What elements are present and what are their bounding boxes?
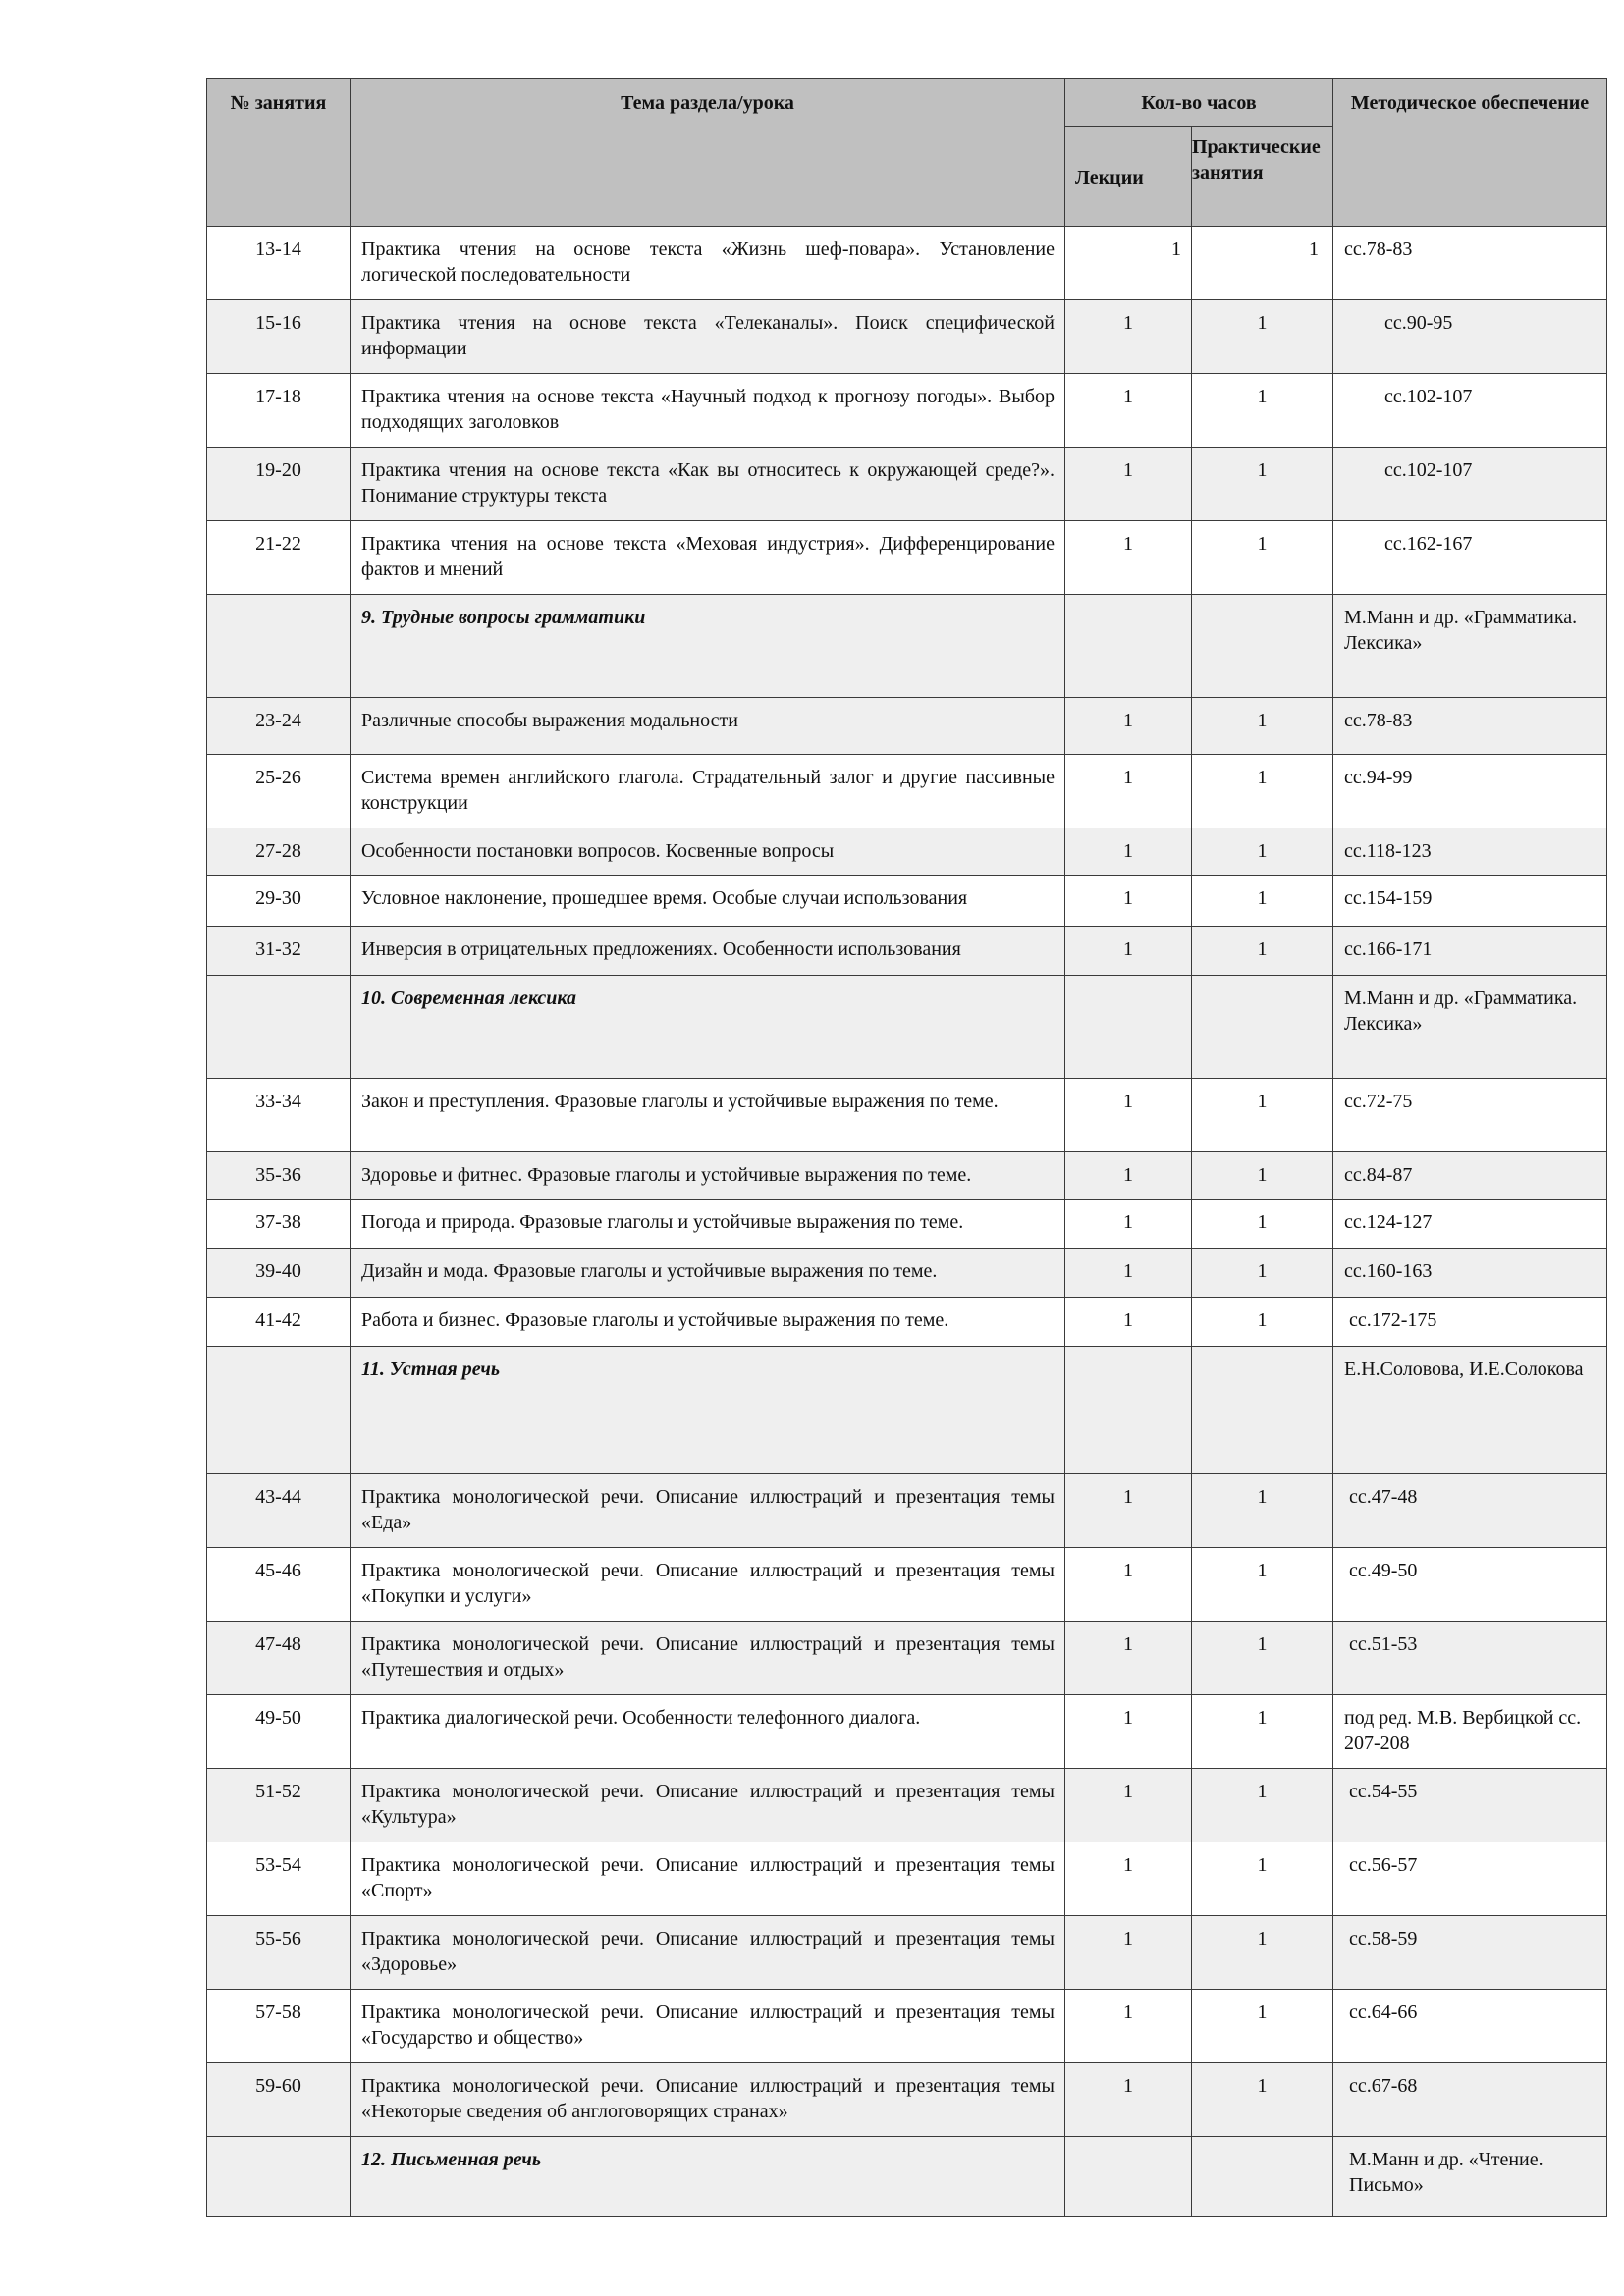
practice-hours-cell: 1 [1192,1916,1333,1990]
table-row [207,1474,1607,1548]
methods-reference-cell: сс.162-167 [1333,521,1607,595]
topic-cell: Практика монологической речи. Описание иллюстраций и презентация темы «Еда» [351,1474,1065,1548]
lesson-number-cell: 51-52 [207,1769,351,1842]
topic-cell: Практика монологической речи. Описание иллюстраций и презентация темы «Здоровье» [351,1916,1065,1990]
lesson-number-cell [207,976,351,1079]
table-row [207,1769,1607,1842]
lectures-hours-cell: 1 [1065,927,1192,976]
lesson-number-cell: 35-36 [207,1152,351,1200]
section-row [207,595,1607,698]
methods-reference-cell: сс.90-95 [1333,300,1607,374]
table-row [207,2063,1607,2137]
practice-hours-cell [1192,1347,1333,1474]
topic-cell: Работа и бизнес. Фразовые глаголы и устойчивые выражения по теме. [351,1298,1065,1347]
table-row [207,1200,1607,1249]
methods-reference-cell: сс.58-59 [1333,1916,1607,1990]
section-row [207,1347,1607,1474]
lectures-hours-cell: 1 [1065,1695,1192,1769]
table-row [207,1916,1607,1990]
practice-hours-cell: 1 [1192,1769,1333,1842]
practice-hours-cell: 1 [1192,1548,1333,1622]
practice-hours-cell: 1 [1192,300,1333,374]
lectures-hours-cell: 1 [1065,828,1192,876]
topic-cell: Дизайн и мода. Фразовые глаголы и устойчивые выражения по теме. [351,1249,1065,1298]
lesson-number-cell: 41-42 [207,1298,351,1347]
lectures-hours-cell: 1 [1065,876,1192,927]
methods-reference-cell: под ред. М.В. Вербицкой сс. 207-208 [1333,1695,1607,1769]
topic-cell: Практика монологической речи. Описание иллюстраций и презентация темы «Некоторые сведения об англоговорящих странах» [351,2063,1065,2137]
lesson-number-cell: 45-46 [207,1548,351,1622]
practice-hours-cell: 1 [1192,1622,1333,1695]
methods-reference-cell: сс.118-123 [1333,828,1607,876]
methods-reference-cell: сс.47-48 [1333,1474,1607,1548]
curriculum-table [206,78,1607,2217]
lectures-hours-cell: 1 [1065,1990,1192,2063]
topic-cell: 10. Современная лексика [351,976,1065,1079]
table-row [207,227,1607,300]
table-row [207,828,1607,876]
practice-hours-cell: 1 [1192,1249,1333,1298]
topic-cell: Особенности постановки вопросов. Косвенные вопросы [351,828,1065,876]
lectures-hours-cell: 1 [1065,1622,1192,1695]
header-lectures: Лекции [1065,127,1192,227]
table-row [207,755,1607,828]
topic-cell: 9. Трудные вопросы грамматики [351,595,1065,698]
topic-cell: Практика чтения на основе текста «Телеканалы». Поиск специфической информации [351,300,1065,374]
lesson-number-cell: 25-26 [207,755,351,828]
methods-reference-cell: сс.49-50 [1333,1548,1607,1622]
lectures-hours-cell: 1 [1065,1769,1192,1842]
table-row [207,876,1607,927]
table-row [207,1152,1607,1200]
lectures-hours-cell: 1 [1065,1079,1192,1152]
lectures-hours-cell: 1 [1065,1152,1192,1200]
topic-cell: Инверсия в отрицательных предложениях. Особенности использования [351,927,1065,976]
lectures-hours-cell: 1 [1065,1249,1192,1298]
section-row [207,976,1607,1079]
table-row [207,448,1607,521]
methods-reference-cell: М.Манн и др. «Чтение. Письмо» [1333,2137,1607,2217]
practice-hours-cell: 1 [1192,1695,1333,1769]
methods-reference-cell: сс.51-53 [1333,1622,1607,1695]
practice-hours-cell: 1 [1192,1200,1333,1249]
practice-hours-cell: 1 [1192,1079,1333,1152]
lectures-hours-cell: 1 [1065,1298,1192,1347]
methods-reference-cell: сс.172-175 [1333,1298,1607,1347]
lesson-number-cell: 23-24 [207,698,351,755]
methods-reference-cell: сс.56-57 [1333,1842,1607,1916]
lesson-number-cell: 53-54 [207,1842,351,1916]
methods-reference-cell: сс.102-107 [1333,374,1607,448]
table-row [207,1298,1607,1347]
lesson-number-cell: 33-34 [207,1079,351,1152]
topic-cell: 12. Письменная речь [351,2137,1065,2217]
lectures-hours-cell: 1 [1065,374,1192,448]
methods-reference-cell: сс.54-55 [1333,1769,1607,1842]
table-row [207,1079,1607,1152]
practice-hours-cell: 1 [1192,698,1333,755]
practice-hours-cell: 1 [1192,828,1333,876]
practice-hours-cell: 1 [1192,876,1333,927]
practice-hours-cell: 1 [1192,927,1333,976]
lectures-hours-cell: 1 [1065,1200,1192,1249]
header-practice: Практические занятия [1192,127,1333,227]
lesson-number-cell: 39-40 [207,1249,351,1298]
table-row [207,1990,1607,2063]
lectures-hours-cell: 1 [1065,1548,1192,1622]
lesson-number-cell: 59-60 [207,2063,351,2137]
lesson-number-cell: 49-50 [207,1695,351,1769]
lesson-number-cell [207,2137,351,2217]
lectures-hours-cell: 1 [1065,521,1192,595]
lectures-hours-cell: 1 [1065,698,1192,755]
practice-hours-cell: 1 [1192,374,1333,448]
header-topic: Тема раздела/урока [351,79,1065,227]
lectures-hours-cell [1065,976,1192,1079]
topic-cell: 11. Устная речь [351,1347,1065,1474]
topic-cell: Практика чтения на основе текста «Жизнь шеф-повара». Установление логической последовательности [351,227,1065,300]
header-lesson-number: № занятия [207,79,351,227]
methods-reference-cell: М.Манн и др. «Грамматика. Лексика» [1333,595,1607,698]
topic-cell: Закон и преступления. Фразовые глаголы и устойчивые выражения по теме. [351,1079,1065,1152]
lectures-hours-cell: 1 [1065,448,1192,521]
lesson-number-cell: 17-18 [207,374,351,448]
table-row [207,927,1607,976]
table-row [207,1548,1607,1622]
lesson-number-cell: 43-44 [207,1474,351,1548]
table-row [207,698,1607,755]
lesson-number-cell [207,1347,351,1474]
lesson-number-cell: 55-56 [207,1916,351,1990]
lectures-hours-cell [1065,595,1192,698]
header-hours: Кол-во часов [1065,79,1333,127]
methods-reference-cell: Е.Н.Соловова, И.Е.Солокова [1333,1347,1607,1474]
table-row [207,1842,1607,1916]
practice-hours-cell [1192,595,1333,698]
table-row [207,300,1607,374]
practice-hours-cell: 1 [1192,1298,1333,1347]
lectures-hours-cell [1065,2137,1192,2217]
lesson-number-cell: 57-58 [207,1990,351,2063]
topic-cell: Практика монологической речи. Описание иллюстраций и презентация темы «Покупки и услуги» [351,1548,1065,1622]
table-body [207,227,1607,2217]
topic-cell: Практика диалогической речи. Особенности телефонного диалога. [351,1695,1065,1769]
practice-hours-cell: 1 [1192,2063,1333,2137]
methods-reference-cell: сс.78-83 [1333,698,1607,755]
lesson-number-cell [207,595,351,698]
lesson-number-cell: 31-32 [207,927,351,976]
lectures-hours-cell: 1 [1065,755,1192,828]
lesson-number-cell: 13-14 [207,227,351,300]
methods-reference-cell: сс.124-127 [1333,1200,1607,1249]
lectures-hours-cell: 1 [1065,2063,1192,2137]
lesson-number-cell: 27-28 [207,828,351,876]
topic-cell: Здоровье и фитнес. Фразовые глаголы и устойчивые выражения по теме. [351,1152,1065,1200]
methods-reference-cell: сс.94-99 [1333,755,1607,828]
topic-cell: Система времен английского глагола. Страдательный залог и другие пассивные конструкции [351,755,1065,828]
methods-reference-cell: сс.166-171 [1333,927,1607,976]
methods-reference-cell: сс.78-83 [1333,227,1607,300]
practice-hours-cell: 1 [1192,1842,1333,1916]
practice-hours-cell: 1 [1192,521,1333,595]
lectures-hours-cell: 1 [1065,1916,1192,1990]
lesson-number-cell: 19-20 [207,448,351,521]
lectures-hours-cell: 1 [1065,227,1192,300]
table-header [207,79,1607,227]
lectures-hours-cell: 1 [1065,1842,1192,1916]
topic-cell: Практика монологической речи. Описание иллюстраций и презентация темы «Государство и общество» [351,1990,1065,2063]
lectures-hours-cell [1065,1347,1192,1474]
practice-hours-cell: 1 [1192,1990,1333,2063]
methods-reference-cell: М.Манн и др. «Грамматика. Лексика» [1333,976,1607,1079]
table-row [207,374,1607,448]
methods-reference-cell: сс.67-68 [1333,2063,1607,2137]
table-row [207,1695,1607,1769]
methods-reference-cell: сс.102-107 [1333,448,1607,521]
topic-cell: Различные способы выражения модальности [351,698,1065,755]
table-row [207,1622,1607,1695]
lectures-hours-cell: 1 [1065,1474,1192,1548]
header-methods: Методическое обеспечение [1333,79,1607,227]
topic-cell: Практика чтения на основе текста «Меховая индустрия». Дифференцирование фактов и мнений [351,521,1065,595]
lesson-number-cell: 21-22 [207,521,351,595]
methods-reference-cell: сс.64-66 [1333,1990,1607,2063]
lesson-number-cell: 15-16 [207,300,351,374]
topic-cell: Погода и природа. Фразовые глаголы и устойчивые выражения по теме. [351,1200,1065,1249]
practice-hours-cell [1192,976,1333,1079]
methods-reference-cell: сс.72-75 [1333,1079,1607,1152]
practice-hours-cell: 1 [1192,227,1333,300]
methods-reference-cell: сс.160-163 [1333,1249,1607,1298]
lesson-number-cell: 29-30 [207,876,351,927]
practice-hours-cell [1192,2137,1333,2217]
topic-cell: Условное наклонение, прошедшее время. Особые случаи использования [351,876,1065,927]
practice-hours-cell: 1 [1192,755,1333,828]
lectures-hours-cell: 1 [1065,300,1192,374]
topic-cell: Практика монологической речи. Описание иллюстраций и презентация темы «Путешествия и отдых» [351,1622,1065,1695]
topic-cell: Практика чтения на основе текста «Как вы относитесь к окружающей среде?». Понимание структуры текста [351,448,1065,521]
section-row [207,2137,1607,2217]
topic-cell: Практика монологической речи. Описание иллюстраций и презентация темы «Культура» [351,1769,1065,1842]
lesson-number-cell: 47-48 [207,1622,351,1695]
practice-hours-cell: 1 [1192,1474,1333,1548]
methods-reference-cell: сс.84-87 [1333,1152,1607,1200]
table-row [207,1249,1607,1298]
practice-hours-cell: 1 [1192,448,1333,521]
table-row [207,521,1607,595]
lesson-number-cell: 37-38 [207,1200,351,1249]
topic-cell: Практика монологической речи. Описание иллюстраций и презентация темы «Спорт» [351,1842,1065,1916]
practice-hours-cell: 1 [1192,1152,1333,1200]
topic-cell: Практика чтения на основе текста «Научный подход к прогнозу погоды». Выбор подходящих заголовков [351,374,1065,448]
methods-reference-cell: сс.154-159 [1333,876,1607,927]
